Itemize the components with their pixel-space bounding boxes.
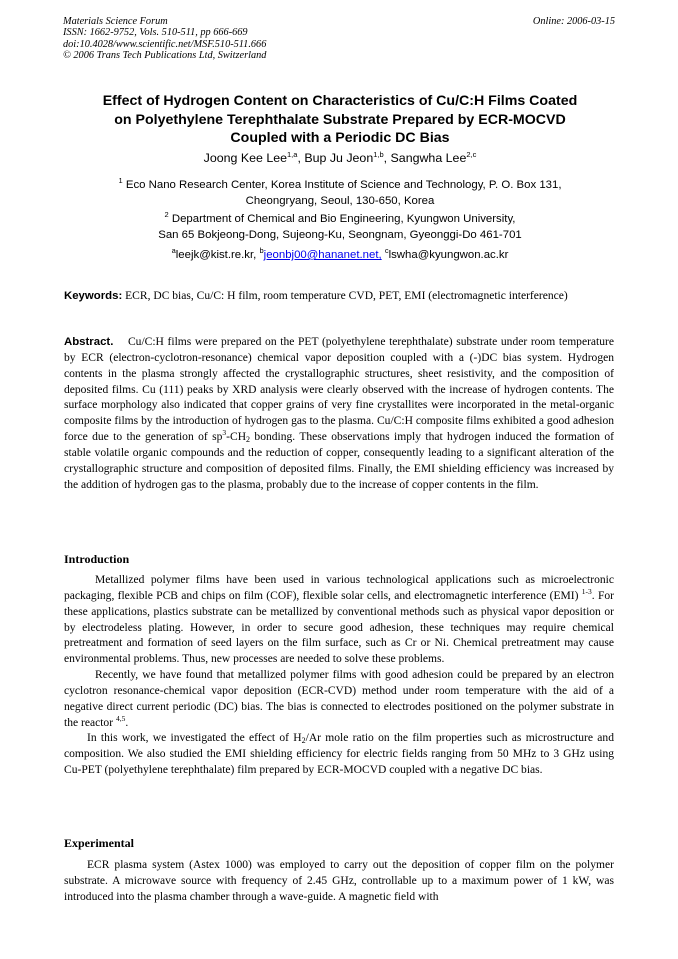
intro-paragraph-1 xyxy=(64,573,614,668)
author-2-sup: 1,b xyxy=(373,150,384,159)
author-1: Joong Kee Lee xyxy=(203,151,287,165)
affiliation-2-line-2: San 65 Bokjeong-Dong, Sujeong-Ku, Seongnam, Gyeonggi-Do 461-701 xyxy=(158,229,522,242)
affiliation-1-line-2: Cheongryang, Seoul, 130-650, Korea xyxy=(245,195,435,208)
intro-paragraph-2 xyxy=(64,668,614,731)
keywords-text: ECR, DC bias, Cu/C: H film, room temperature CVD, PET, EMI (electromagnetic interference) xyxy=(125,290,568,302)
experimental-paragraph-1: ECR plasma system (Astex 1000) was employed to carry out the deposition of copper film on the polymer substrate. A microwave source with frequency of 2.45 GHz, controllable up to a maximum power of 1 kW, was introduced into the plasma chamber through a wave-guide. A magnetic field with xyxy=(64,859,614,903)
author-3: Sangwha Lee xyxy=(390,151,467,165)
email-b-link[interactable]: jeonbj00@hananet.net, xyxy=(263,249,382,261)
intro-p3-text: In this work, we investigated the effect of H xyxy=(87,732,302,745)
keywords-label: Keywords: xyxy=(64,290,123,302)
introduction-section xyxy=(64,573,614,779)
intro-p3-text-b: /Ar mole ratio on the film properties such as microstructure and composition. We also studied the EMI shielding efficiency for electric fields ranging from 50 MHz to 3 GHz using Cu-PET (polyethylene terephthalate) film prepared by ECR-MOCVD coupled with a negative DC bias. xyxy=(64,732,614,777)
author-2: Bup Ju Jeon xyxy=(304,151,374,165)
abstract-section xyxy=(64,335,614,493)
affiliation-1-line-1: Eco Nano Research Center, Korea Institute of Science and Technology, P. O. Box 131, xyxy=(125,179,562,191)
title-line-1: Effect of Hydrogen Content on Characteristics of Cu/C:H Films Coated xyxy=(102,93,578,109)
author-list: Joong Kee Lee$^{1,a}$, Bup Ju Jeon$^{1,b}$, Sangwha Lee$^{2,c}$ xyxy=(203,150,477,165)
abstract-part-3: -CH xyxy=(226,431,247,444)
intro-h2-sub: 2 xyxy=(301,736,306,746)
keywords-section xyxy=(64,289,614,305)
affiliation-2-line-1: Department of Chemical and Bio Engineering, Kyungwon University, xyxy=(171,213,516,225)
journal-name: Materials Science Forum xyxy=(63,16,168,27)
intro-ref-1-3: 1-3 xyxy=(581,586,592,596)
affiliation-1-number: 1 xyxy=(118,176,123,185)
abstract-part-4: bonding. These observations imply that hydrogen induced the formation of stable volatile organic compounds and the reduction of copper, consequently leading to a significant alteration of the crystallographic structure and composition of deposited films. Finally, the EMI shielding efficiency was increased by the addition of hydrogen gas to the plasma, probably due to the increase of copper contents in the film. xyxy=(64,431,615,491)
email-a: leejk@kist.re.kr, xyxy=(175,249,257,261)
issn-line: ISSN: 1662-9752, Vols. 510-511, pp 666-669 xyxy=(63,27,248,39)
author-1-sup: 1,a xyxy=(287,150,298,159)
copyright-line: © 2006 Trans Tech Publications Ltd, Switzerland xyxy=(63,50,267,62)
email-b-sup: b xyxy=(259,246,264,255)
journal-header xyxy=(63,16,617,62)
abstract-part-2: Cu/C:H composite films exhibited a good adhesion force due to the generation of sp xyxy=(64,415,615,444)
intro-paragraph-3 xyxy=(64,731,614,779)
email-a-sup: a xyxy=(171,246,176,255)
experimental-section xyxy=(64,858,614,906)
intro-ref-4-5: 4,5 xyxy=(115,713,126,723)
title-line-2: on Polyethylene Terephthalate Substrate Prepared by ECR-MOCVD xyxy=(114,111,566,128)
experimental-heading: Experimental xyxy=(64,836,134,850)
doi-line: doi:10.4028/www.scientific.net/MSF.510-511.666 xyxy=(63,38,267,50)
intro-p1-text: Metallized polymer films have been used in various technological applications such as microelectronic packaging, flexible PCB and chips on film (COF), flexible solar cells, and electromagnetic interference (EMI) xyxy=(64,574,614,602)
abstract-part-1: Cu/C:H films were prepared on the PET (polyethylene terephthalate) substrate under room temperature by ECR (electron-cyclotron-resonance) chemical vapor deposition coupled with a (-)DC bias system. Hydrogen contents in the plasma strongly affected the crystallographic structures, sheet resistivity, and the composition of deposited films. Cu (111) peaks by XRD analysis were clearly observed with the increase of hydrogen contents. The surface morphology also indicated that copper grains of very fine crystallites were incorporated in the metal-organic composite films by the introduction of hydrogen gas to the plasma. xyxy=(64,336,614,428)
online-date: Online: 2006-03-15 xyxy=(532,16,615,27)
email-c-sup: c xyxy=(384,246,389,255)
abstract-label: Abstract. xyxy=(64,336,114,348)
intro-p2-text: Recently, we have found that metallized polymer films with good adhesion could be prepared by an electron cyclotron resonance-chemical vapor deposition (ECR-CVD) method under room temperature with the aid of a negative direct current periodic (DC) bias. The bias is connected to electrodes positioned on the polymer substrate in the reactor xyxy=(64,669,614,729)
affiliation-2 xyxy=(64,211,616,243)
author-emails xyxy=(64,246,616,261)
title-line-3: Coupled with a Periodic DC Bias xyxy=(230,130,450,147)
paper-title xyxy=(60,92,620,148)
intro-p2-text-b: . xyxy=(125,716,129,729)
author-3-sup: 2,c xyxy=(466,150,477,159)
email-c: lswha@kyungwon.ac.kr xyxy=(388,249,509,261)
abstract-ch2-sub: 2 xyxy=(246,435,251,445)
affiliation-2-number: 2 xyxy=(164,210,169,219)
abstract-sp3-sup: 3 xyxy=(222,428,227,438)
introduction-heading: Introduction xyxy=(64,552,130,566)
intro-p1-text-b: . For these applications, plastics substrate can be metallized by conventional methods such as physical vapor deposition or by electrodeless plating. However, in order to secure good adhesion, these techniques may require chemical pretreatment and formation of seed layers on the film surface, such as Cr or Ni. Chemical pretreatment may cause environmental problems. Thus, new processes are needed to solve these problems. xyxy=(64,589,614,666)
affiliation-1 xyxy=(64,177,616,209)
